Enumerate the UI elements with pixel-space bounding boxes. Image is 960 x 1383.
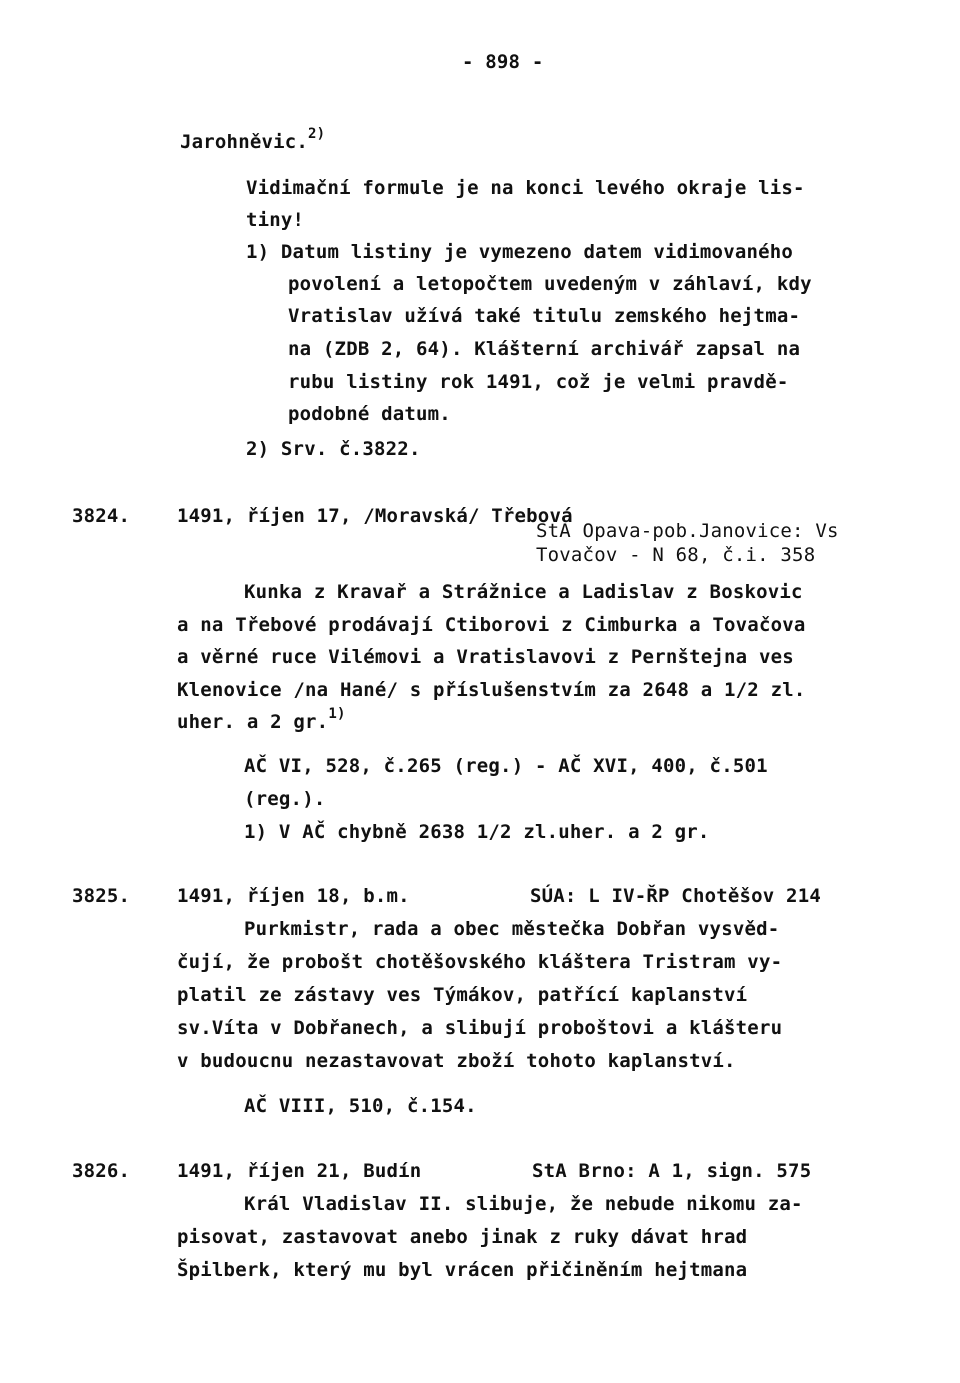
note-line: 1) Datum listiny je vymezeno datem vidimovaného [246,241,794,263]
regest-line: Král Vladislav II. slibuje, že nebude nikomu za- [244,1193,803,1215]
note-line: podobné datum. [288,403,451,425]
literature-reference: AČ VI, 528, č.265 (reg.) - AČ XVI, 400, č.501 [244,755,768,777]
entry-date-place: 1491, říjen 17, /Moravská/ Třebová [177,505,573,527]
regest-line: čují, že probošt chotěšovského kláštera Tristram vy- [177,951,783,973]
regest-line: Purkmistr, rada a obec městečka Dobřan vysvěd- [244,918,780,940]
archive-reference: StA Opava-pob.Janovice: Vs [536,520,839,542]
place-heading: Jarohněvic.$^{2)}$ [180,126,326,153]
regest-line: platil ze zástavy ves Týmákov, patřící kaplanství [177,984,748,1006]
entry-number: 3826. [72,1160,131,1182]
literature-reference: AČ VIII, 510, č.154. [244,1095,477,1117]
regest-line: a na Třebové prodávají Ctiborovi z Cimburka a Tovačova [177,614,806,636]
note-line: na (ZDB 2, 64). Klášterní archivář zapsal na [288,338,801,360]
entry-number: 3825. [72,885,131,907]
regest-line: Kunka z Kravař a Strážnice a Ladislav z Boskovic [244,581,803,603]
regest-line: Klenovice /na Hané/ s příslušenstvím za 2648 a 1/2 zl. [177,679,806,701]
note-line: povolení a letopočtem uvedeným v záhlaví, kdy [288,273,812,295]
regest-line: pisovat, zastavovat anebo jinak z ruky dávat hrad [177,1226,748,1248]
footnote-marker: 1) [328,706,346,722]
literature-reference: (reg.). [244,788,326,810]
regest-line: v budoucnu nezastavovat zboží tohoto kaplanství. [177,1050,736,1072]
entry-date-place: 1491, říjen 18, b.m. [177,885,410,907]
footnote-marker: 2) [308,126,326,142]
note-line: 2) Srv. č.3822. [246,438,421,460]
page-number: - 898 - [462,51,544,73]
footnote: 1) V AČ chybně 2638 1/2 zl.uher. a 2 gr. [244,821,710,843]
regest-line: Špilberk, který mu byl vrácen přičiněním hejtmana [177,1259,748,1281]
regest-line: a věrné ruce Vilémovi a Vratislavovi z Pernštejna ves [177,646,794,668]
archive-reference: SÚA: L IV-ŘP Chotěšov 214 [530,885,821,907]
note-line: Vidimační formule je na konci levého okraje lis- [246,177,805,199]
note-line: tiny! [246,209,305,231]
note-line: rubu listiny rok 1491, což je velmi pravdě- [288,371,789,393]
archive-reference: Tovačov - N 68, č.i. 358 [536,544,816,566]
regest-line: sv.Víta v Dobřanech, a slibují proboštovi a klášteru [177,1017,783,1039]
entry-date-place: 1491, říjen 21, Budín [177,1160,422,1182]
regest-line: uher. a 2 gr.$^{1)}$ [177,706,346,733]
archive-reference: StA Brno: A 1, sign. 575 [532,1160,812,1182]
note-line: Vratislav užívá také titulu zemského hejtma- [288,305,801,327]
entry-number: 3824. [72,505,131,527]
